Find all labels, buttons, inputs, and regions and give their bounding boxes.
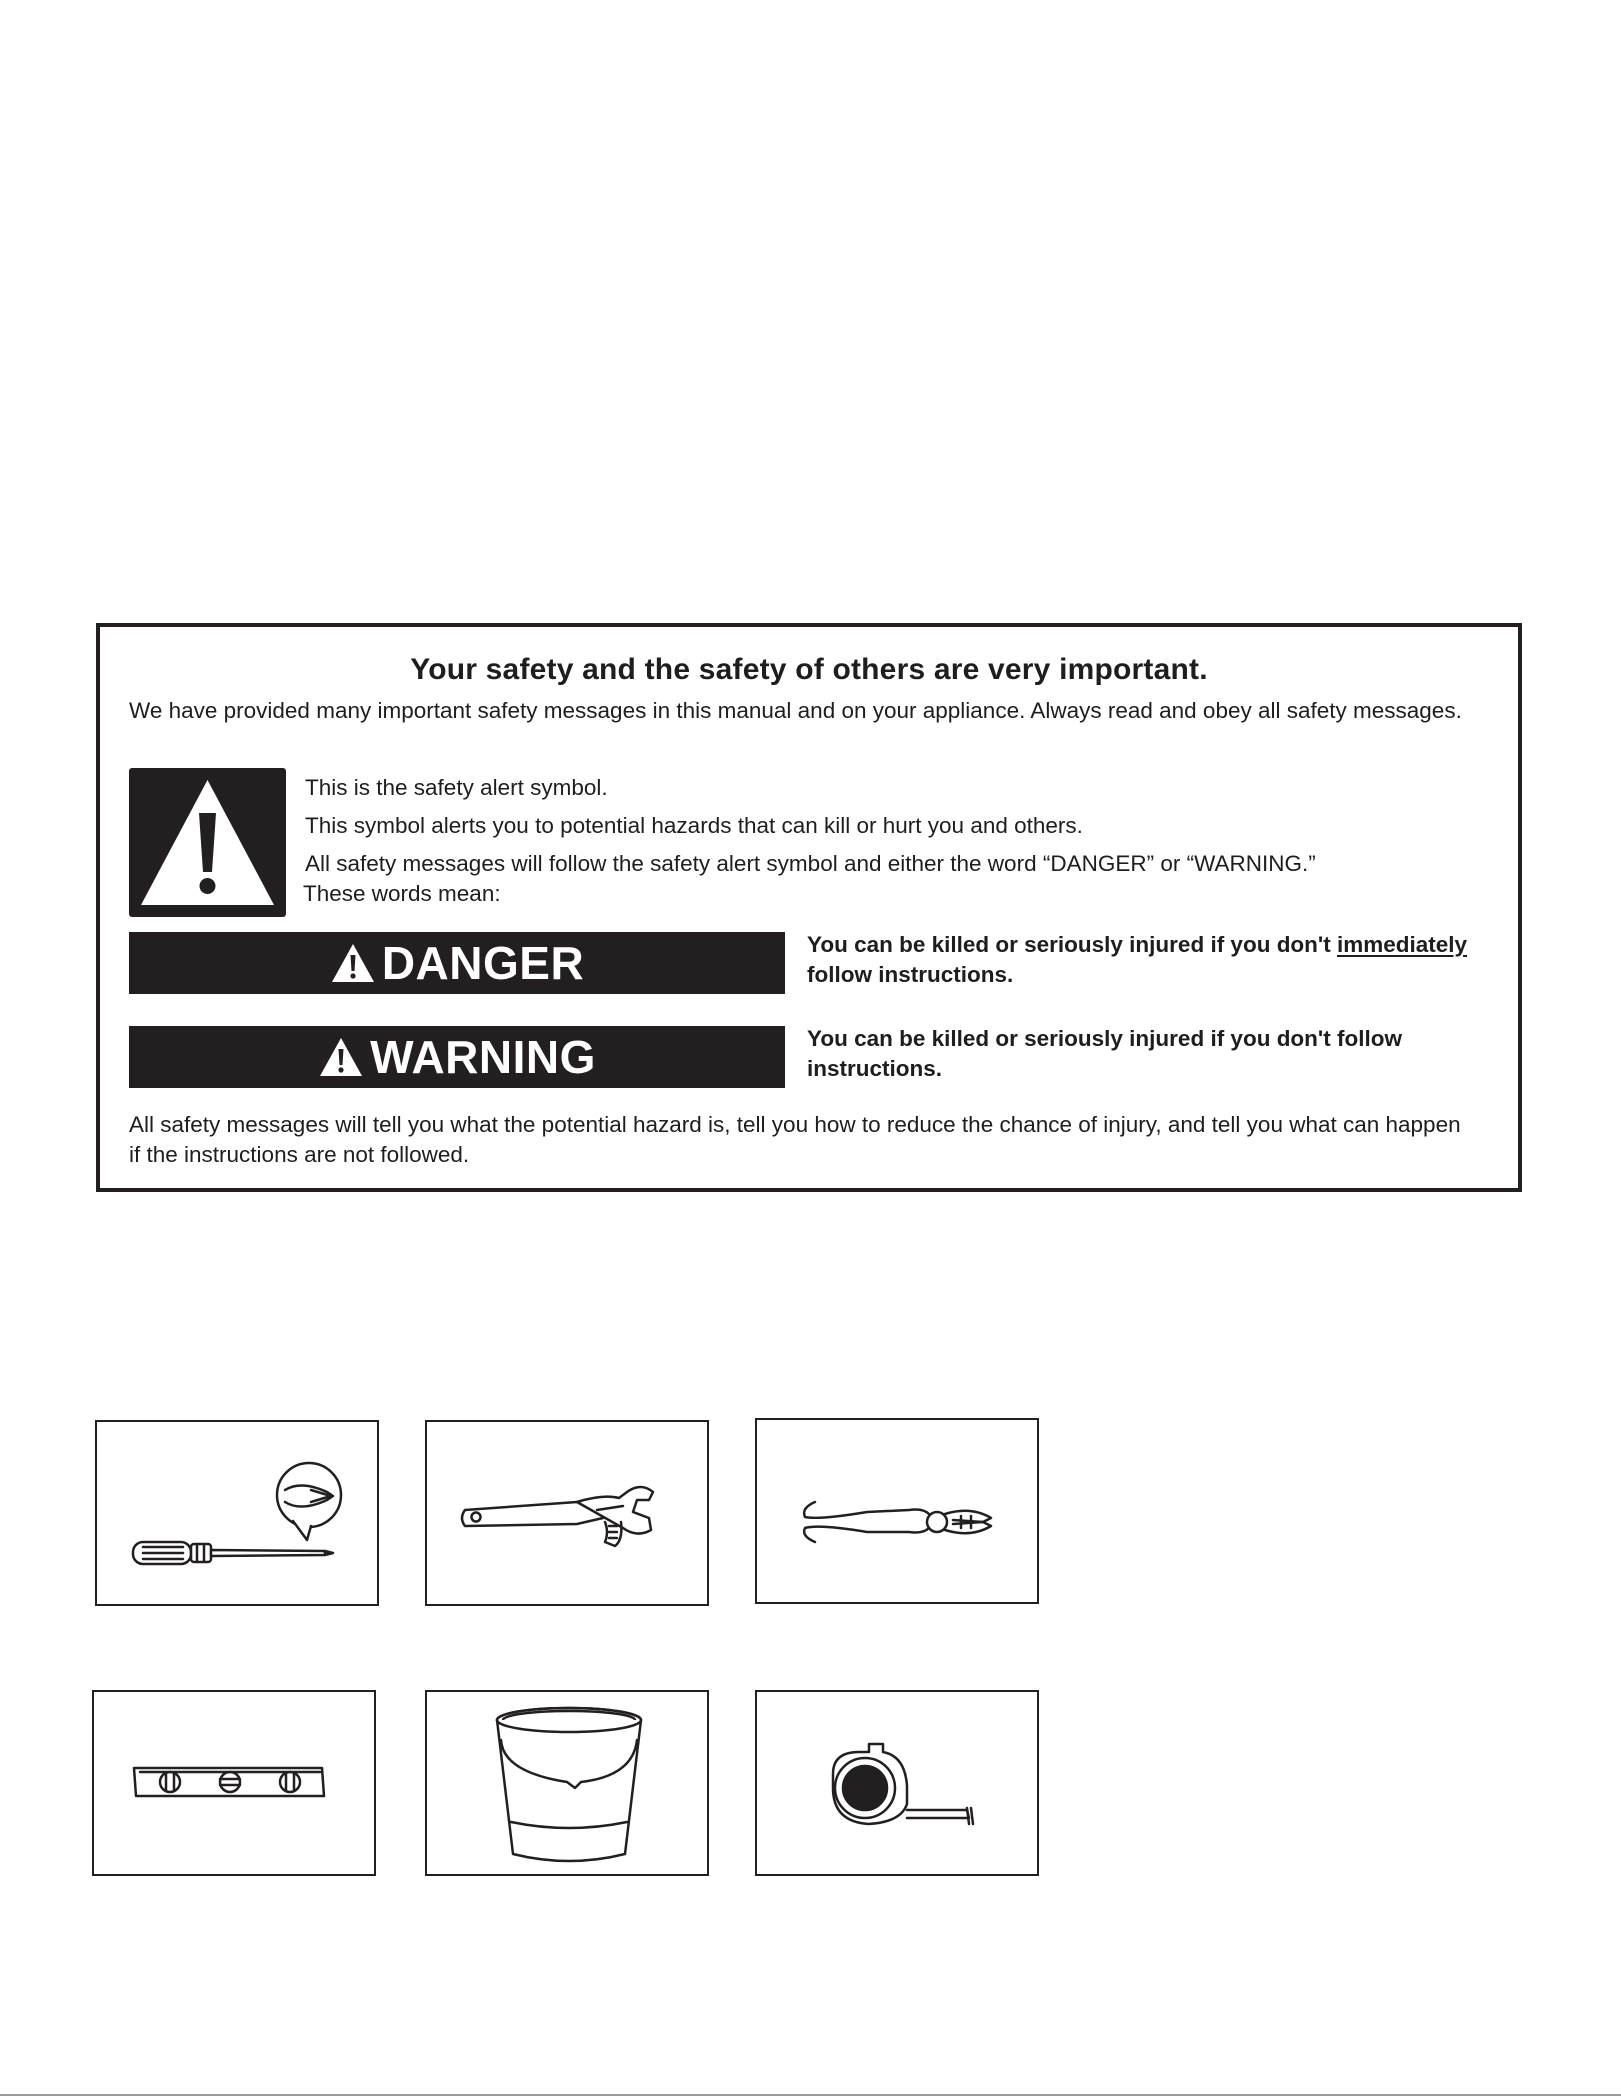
danger-text-before: You can be killed or seriously injured if you don't [807,932,1338,957]
safety-intro-text: We have provided many important safety messages in this manual and on your appliance. Always read and obey all safety messages. [129,698,1462,723]
danger-label: DANGER [381,937,585,989]
tool-level-panel [92,1690,376,1876]
bucket-icon [427,1692,711,1878]
danger-banner [129,932,785,994]
safety-alert-triangle-icon [129,768,286,917]
warning-description: You can be killed or seriously injured if you don't follow instructions. [807,1026,1402,1081]
adjustable-wrench-icon [427,1422,711,1608]
warning-label: WARNING [370,1031,596,1083]
level-icon [94,1692,378,1878]
alert-line: This symbol alerts you to potential hazards that can kill or hurt you and others. [305,813,1083,838]
danger-description [807,930,1507,990]
warning-banner [129,1026,785,1088]
danger-text-after: follow instructions. [807,962,1014,987]
danger-alert-icon [330,942,376,984]
tool-wrench-panel [425,1420,709,1606]
danger-text-emphasis: immediately [1337,932,1468,957]
warning-alert-icon [318,1036,364,1078]
page-bottom-rule [0,2094,1621,2096]
alert-line: These words mean: [303,881,501,906]
safety-notice-box [96,623,1522,1192]
safety-closing-text: All safety messages will tell you what the potential hazard is, tell you how to reduce the chance of injury, and tell you what can happen if the instructions are not followed. [129,1112,1461,1167]
tape-measure-icon [757,1692,1041,1878]
safety-heading: Your safety and the safety of others are very important. [410,653,1208,686]
tool-bucket-panel [425,1690,709,1876]
phillips-screwdriver-icon [97,1422,381,1608]
pliers-icon [757,1420,1041,1606]
tool-screwdriver-panel [95,1420,379,1606]
tool-tape-measure-panel [755,1690,1039,1876]
alert-line: This is the safety alert symbol. [305,775,608,800]
alert-line: All safety messages will follow the safety alert symbol and either the word “DANGER” or “WARNING.” [305,851,1316,876]
tool-pliers-panel [755,1418,1039,1604]
